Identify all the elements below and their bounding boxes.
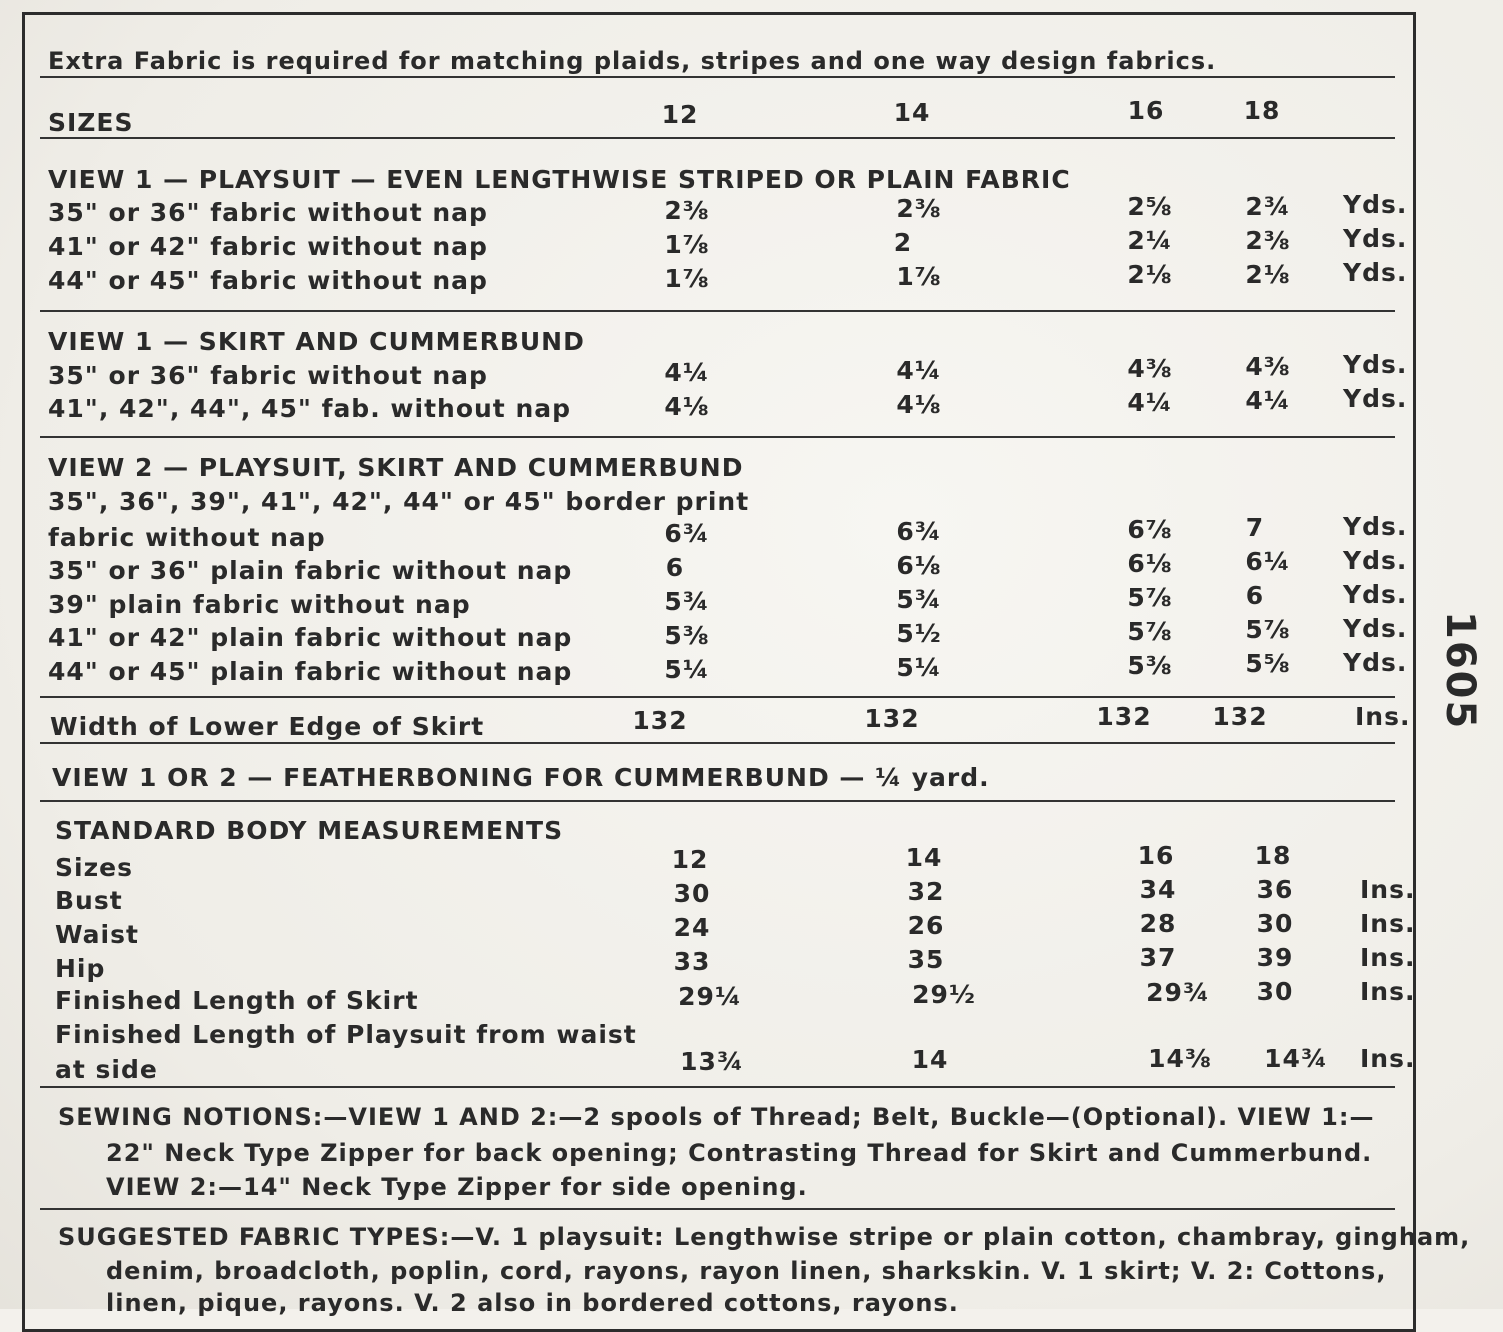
cell-value: 4¼ <box>1245 386 1291 415</box>
row-label: Hip <box>55 954 106 983</box>
cell-value: 28 <box>1139 909 1177 938</box>
divider <box>40 1208 1395 1210</box>
cell-value: 2¼ <box>1127 226 1173 255</box>
cell-value: 1⅞ <box>896 262 942 291</box>
unit-yds: Yds. <box>1343 384 1408 413</box>
cell-value: 2⅝ <box>1127 192 1173 221</box>
row-label: 44" or 45" plain fabric without nap <box>48 657 573 686</box>
fabrics-line: linen, pique, rayons. V. 2 also in bordered cottons, rayons. <box>106 1289 959 1317</box>
row-label: Finished Length of Playsuit from waist <box>55 1020 637 1049</box>
divider <box>40 696 1395 698</box>
cell-value: 5⅜ <box>1127 651 1173 680</box>
unit-yds: Yds. <box>1343 224 1408 253</box>
cell-value: 14¾ <box>1264 1044 1328 1073</box>
unit-ins: Ins. <box>1360 875 1416 904</box>
cell-value: 5⅞ <box>1127 583 1173 612</box>
unit-yds: Yds. <box>1343 580 1408 609</box>
cell-value: 6¼ <box>1245 547 1291 576</box>
cell-value: 39 <box>1256 943 1294 972</box>
cell-value: 29½ <box>912 980 976 1009</box>
cell-value: 4⅜ <box>1245 352 1291 381</box>
cell-value: 132 <box>1096 702 1152 731</box>
cell-value: 4⅜ <box>1127 354 1173 383</box>
cell-value: 5⅞ <box>1127 617 1173 646</box>
cell-value: 12 <box>671 845 709 874</box>
cell-value: 35 <box>907 945 945 974</box>
cell-value: 2⅜ <box>1245 226 1291 255</box>
notice-text: Extra Fabric is required for matching plaids, stripes and one way design fabrics. <box>48 47 1217 75</box>
cell-value: 14 <box>911 1045 949 1074</box>
unit-yds: Yds. <box>1343 614 1408 643</box>
cell-value: 132 <box>1212 702 1268 731</box>
cell-value: 24 <box>673 913 711 942</box>
size-18: 18 <box>1243 96 1281 125</box>
cell-value: 34 <box>1139 875 1177 904</box>
divider <box>40 742 1395 744</box>
cell-value: 6⅛ <box>1127 549 1173 578</box>
row-label: 44" or 45" fabric without nap <box>48 266 488 295</box>
unit-yds: Yds. <box>1343 512 1408 541</box>
cell-value: 13¾ <box>680 1047 744 1076</box>
row-label: 39" plain fabric without nap <box>48 590 471 619</box>
row-label: 35" or 36" plain fabric without nap <box>48 556 573 585</box>
row-label: at side <box>55 1055 158 1084</box>
row-label: Sizes <box>55 853 133 882</box>
notions-line: SEWING NOTIONS:—VIEW 1 AND 2:—2 spools of Thread; Belt, Buckle—(Optional). VIEW 1:— <box>58 1103 1375 1131</box>
cell-value: 33 <box>673 947 711 976</box>
cell-value: 2 <box>893 228 913 257</box>
fabrics-line: denim, broadcloth, poplin, cord, rayons, rayon linen, sharkskin. V. 1 skirt; V. 2: Cottons, <box>106 1257 1387 1285</box>
cell-value: 4¼ <box>896 356 942 385</box>
divider <box>40 436 1395 438</box>
cell-value: 6⅞ <box>1127 515 1173 544</box>
unit-ins: Ins. <box>1360 909 1416 938</box>
unit-yds: Yds. <box>1343 190 1408 219</box>
notions-line: 22" Neck Type Zipper for back opening; Contrasting Thread for Skirt and Cummerbund. <box>106 1139 1373 1167</box>
unit-yds: Yds. <box>1343 258 1408 287</box>
cell-value: 2⅜ <box>664 196 710 225</box>
row-label: 35" or 36" fabric without nap <box>48 361 488 390</box>
size-12: 12 <box>661 100 699 129</box>
divider <box>40 137 1395 139</box>
cell-value: 5⅜ <box>664 621 710 650</box>
cell-value: 14 <box>905 843 943 872</box>
cell-value: 2⅜ <box>896 194 942 223</box>
row-label: 35" or 36" fabric without nap <box>48 198 488 227</box>
cell-value: 2⅛ <box>1245 260 1291 289</box>
cell-value: 7 <box>1245 513 1265 542</box>
cell-value: 14⅜ <box>1148 1044 1212 1073</box>
unit-ins: Ins. <box>1355 702 1411 731</box>
cell-value: 32 <box>907 877 945 906</box>
cell-value: 4⅛ <box>896 390 942 419</box>
cell-value: 18 <box>1254 841 1292 870</box>
cell-value: 6¾ <box>896 517 942 546</box>
cell-value: 5⅝ <box>1245 649 1291 678</box>
unit-ins: Ins. <box>1360 1044 1416 1073</box>
cell-value: 37 <box>1139 943 1177 972</box>
size-14: 14 <box>893 98 931 127</box>
row-label: fabric without nap <box>48 523 326 552</box>
fabrics-line: SUGGESTED FABRIC TYPES:—V. 1 playsuit: Lengthwise stripe or plain cotton, chambray, gingham, <box>58 1223 1471 1251</box>
row-label: Bust <box>55 886 123 915</box>
divider <box>40 76 1395 78</box>
cell-value: 29¼ <box>678 982 742 1011</box>
unit-yds: Yds. <box>1343 350 1408 379</box>
unit-yds: Yds. <box>1343 546 1408 575</box>
featherboning-note: VIEW 1 OR 2 — FEATHERBONING FOR CUMMERBUND — ¼ yard. <box>52 763 990 792</box>
cell-value: 2⅛ <box>1127 260 1173 289</box>
section3-subheading: 35", 36", 39", 41", 42", 44" or 45" border print <box>48 487 750 516</box>
size-16: 16 <box>1127 96 1165 125</box>
cell-value: 5¾ <box>896 585 942 614</box>
cell-value: 6⅛ <box>896 551 942 580</box>
row-label: Waist <box>55 920 139 949</box>
unit-ins: Ins. <box>1360 943 1416 972</box>
section3-heading: VIEW 2 — PLAYSUIT, SKIRT AND CUMMERBUND <box>48 453 744 482</box>
pattern-number: 1605 <box>1437 611 1483 731</box>
row-label: 41" or 42" fabric without nap <box>48 232 488 261</box>
section2-heading: VIEW 1 — SKIRT AND CUMMERBUND <box>48 327 585 356</box>
row-label: 41" or 42" plain fabric without nap <box>48 623 573 652</box>
cell-value: 1⅞ <box>664 264 710 293</box>
row-label: Width of Lower Edge of Skirt <box>50 712 485 741</box>
divider <box>40 1086 1395 1088</box>
cell-value: 6¾ <box>664 519 710 548</box>
cell-value: 4¼ <box>1127 388 1173 417</box>
cell-value: 5¾ <box>664 587 710 616</box>
divider <box>40 800 1395 802</box>
cell-value: 29¾ <box>1146 978 1210 1007</box>
sizes-label: SIZES <box>48 108 134 137</box>
unit-ins: Ins. <box>1360 977 1416 1006</box>
cell-value: 26 <box>907 911 945 940</box>
cell-value: 36 <box>1256 875 1294 904</box>
cell-value: 6 <box>665 553 685 582</box>
cell-value: 30 <box>1256 909 1294 938</box>
cell-value: 5½ <box>896 619 942 648</box>
cell-value: 5⅞ <box>1245 615 1291 644</box>
row-label: Finished Length of Skirt <box>55 986 419 1015</box>
cell-value: 6 <box>1245 581 1265 610</box>
cell-value: 5¼ <box>664 655 710 684</box>
cell-value: 132 <box>632 706 688 735</box>
row-label: 41", 42", 44", 45" fab. without nap <box>48 394 572 423</box>
cell-value: 4¼ <box>664 358 710 387</box>
cell-value: 4⅛ <box>664 392 710 421</box>
cell-value: 1⅞ <box>664 230 710 259</box>
unit-yds: Yds. <box>1343 648 1408 677</box>
divider <box>40 310 1395 312</box>
cell-value: 5¼ <box>896 653 942 682</box>
notions-line: VIEW 2:—14" Neck Type Zipper for side opening. <box>106 1173 808 1201</box>
body-heading: STANDARD BODY MEASUREMENTS <box>55 816 564 845</box>
cell-value: 132 <box>864 704 920 733</box>
cell-value: 30 <box>673 879 711 908</box>
cell-value: 30 <box>1256 977 1294 1006</box>
cell-value: 16 <box>1137 841 1175 870</box>
cell-value: 2¾ <box>1245 192 1291 221</box>
section1-heading: VIEW 1 — PLAYSUIT — EVEN LENGTHWISE STRIPED OR PLAIN FABRIC <box>48 165 1071 194</box>
